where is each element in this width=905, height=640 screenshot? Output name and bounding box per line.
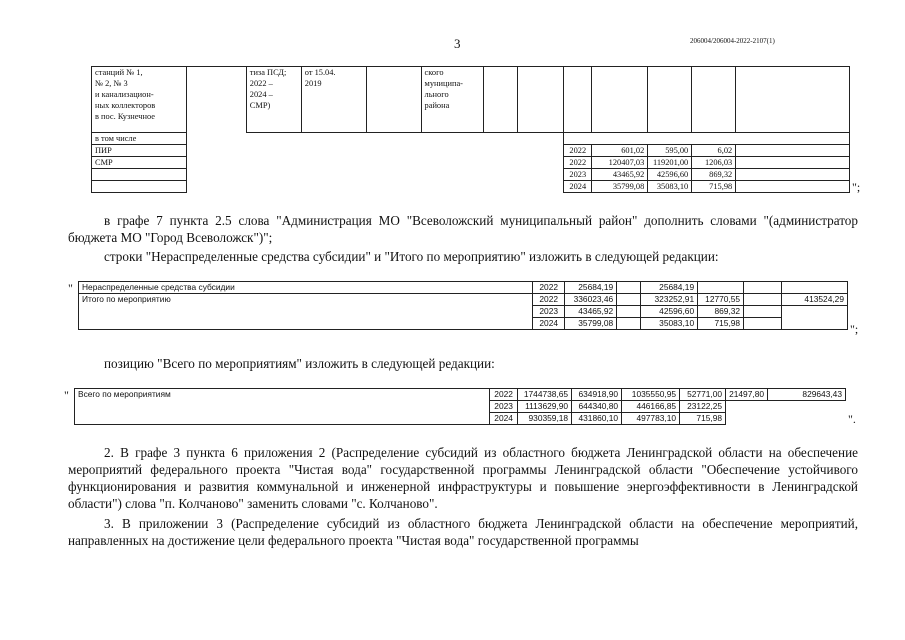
table-row: 2023 43465,92 42596,60 869,32 [79, 306, 848, 318]
opening-quote: " [68, 281, 73, 295]
table-row: 2023 1113629,90 644340,80 446166,85 23122,25 [75, 401, 846, 413]
opening-quote: " [64, 388, 69, 402]
paragraph: 2. В графе 3 пункта 6 приложения 2 (Распределение субсидий из областного бюджета Ленинградской области на обеспечение мероприятий федерального проекта "Чистая вода" государственной программы Ленинградской области "Обеспечение устойчивого функционирования и развития коммунальной и инженерной инфраструктуры и повышение энергоэффективности в Ленинградской области") слова "п. Колчаново" заменить словами "с. Колчаново". [68, 445, 858, 511]
closing-quote: ". [848, 412, 856, 426]
document-id: 206004/206004-2022-2107(1) [690, 37, 775, 45]
table-row: 2024 35799,08 35083,10 715,98 [92, 181, 850, 193]
table-row: СМР 2022 120407,03 119201,00 1206,03 [92, 157, 850, 169]
table-row: 2024 35799,08 35083,10 715,98 [79, 318, 848, 330]
table-row: Всего по мероприятиям 2022 1744738,65 634918,90 1035550,95 52771,00 21497,80 829643,43 [75, 389, 846, 401]
table-row: Нераспределенные средства субсидии 2022 25684,19 25684,19 [79, 282, 848, 294]
table-total-all [74, 388, 846, 425]
paragraph: 3. В приложении 3 (Распределение субсидий из областного бюджета Ленинградской области на обеспечение мероприятий, направленных на достижение цели федерального проекта "Чистая вода" государственной программы [68, 516, 858, 548]
table-continuation [91, 66, 850, 193]
table-totals-activity [78, 281, 848, 330]
table-row [92, 67, 850, 133]
table-row: ПИР 2022 601,02 595,00 6,02 [92, 145, 850, 157]
page-number: 3 [454, 36, 461, 51]
table-row: в том числе [92, 133, 850, 145]
object-name-cell: станций № 1, № 2, № 3 и канализацион- ных коллекторов в пос. Кузнечное [92, 67, 187, 133]
date-cell: от 15.04. 2019 [301, 67, 366, 133]
work-type-cell: тиза ПСД; 2022 – 2024 – СМР) [246, 67, 301, 133]
paragraph: в графе 7 пункта 2.5 слова "Администрация МО "Всеволожский муниципальный район" дополнить словами "(администратор бюджета МО "Город Всеволожск")"; [68, 213, 858, 245]
table-row: 2024 930359,18 431860,10 497783,10 715,98 [75, 413, 846, 425]
table-row: Итого по мероприятию 2022 336023,46 323252,91 12770,55 413524,29 [79, 294, 848, 306]
paragraph: строки "Нераспределенные средства субсидии" и "Итого по мероприятию" изложить в следующей редакции: [104, 249, 719, 264]
closing-quote: "; [850, 322, 859, 336]
paragraph: позицию "Всего по мероприятиям" изложить в следующей редакции: [104, 356, 495, 371]
table-row: 2023 43465,92 42596,60 869,32 [92, 169, 850, 181]
organization-cell: ского муниципа- льного района [421, 67, 483, 133]
closing-quote: "; [852, 180, 861, 194]
